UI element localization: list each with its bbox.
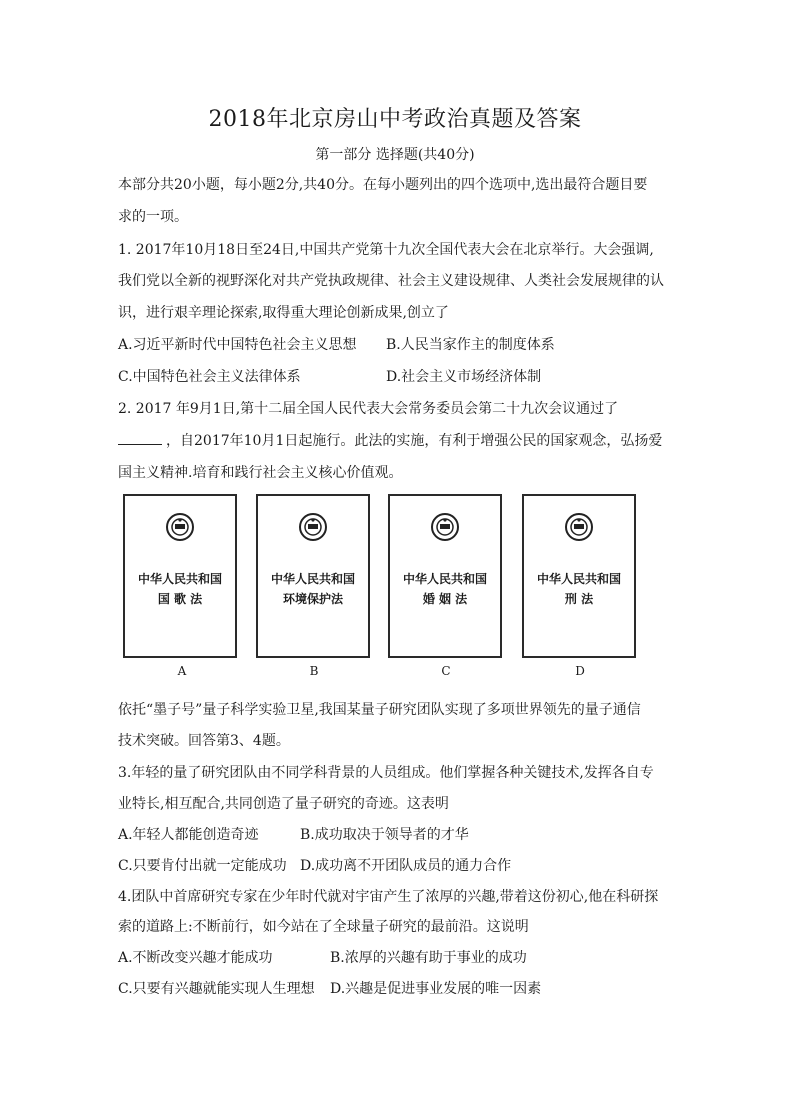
national-emblem-icon <box>298 512 328 542</box>
q2-line-1: 2. 2017 年9月1日,第十二届全国人民代表大会常务委员会第二十九次会议通过了 <box>118 401 619 417</box>
q1-line-3: 识，进行艰辛理论探索,取得重大理论创新成果,创立了 <box>118 305 449 321</box>
book-title-line-1: 中华人民共和国 <box>270 572 355 586</box>
q1-option-b: B.人民当家作主的制度体系 <box>386 337 555 353</box>
book-label-a: A <box>177 664 187 678</box>
q4-option-c: C.只要有兴趣就能实现人生理想 <box>118 981 315 997</box>
q3-line-1: 3.年轻的量了研究团队由不同学科背景的人员组成。他们掌握各种关键技术,发挥各自专 <box>118 765 654 781</box>
q2-line-2-text: ，自2017年10月1日起施行。此法的实施，有利于增强公民的国家观念，弘扬爱 <box>166 433 663 449</box>
book-title-line-2: 婚 姻 法 <box>422 592 468 606</box>
q4-option-b: B.浓厚的兴趣有助于事业的成功 <box>330 950 527 966</box>
book-title-line-1: 中华人民共和国 <box>137 572 222 586</box>
answer-blank <box>118 432 162 445</box>
q1-option-c: C.中国特色社会主义法律体系 <box>118 369 301 385</box>
book-title-line-2: 刑 法 <box>564 592 594 606</box>
passage-line-2: 技术突破。回答第3、4题。 <box>118 733 290 749</box>
q4-line-1: 4.团队中首席研究专家在少年时代就对宇宙产生了浓厚的兴趣,带着这份初心,他在科研探 <box>118 889 659 905</box>
intro-line-1: 本部分共20小题，每小题2分,共40分。在每小题列出的四个选项中,选出最符合题目要 <box>118 177 648 193</box>
law-book-d <box>522 494 636 658</box>
book-label-c: C <box>441 664 451 678</box>
book-label-d: D <box>575 664 585 678</box>
q4-option-a: A.不断改变兴趣才能成功 <box>118 950 273 966</box>
q3-option-a: A.年轻人都能创造奇迹 <box>118 827 259 843</box>
q1-line-2: 我们党以全新的视野深化对共产党执政规律、社会主义建设规律、人类社会发展规律的认 <box>118 273 664 289</box>
q1-option-a: A.习近平新时代中国特色社会主义思想 <box>118 337 357 353</box>
national-emblem-icon <box>165 512 195 542</box>
q4-line-2: 索的道路上:不断前行，如今站在了全球量子研究的最前沿。这说明 <box>118 919 529 935</box>
q2-line-3: 国主义精神.培育和践行社会主义核心价值观。 <box>118 465 403 481</box>
intro-line-2: 求的一项。 <box>118 209 188 225</box>
q3-option-b: B.成功取决于领导者的才华 <box>300 827 469 843</box>
section-heading: 第一部分 选择题(共40分) <box>315 147 475 163</box>
q3-line-2: 业特长,相互配合,共同创造了量子研究的奇迹。这表明 <box>118 796 449 812</box>
q2-line-2 <box>118 430 662 450</box>
law-book-b <box>256 494 370 658</box>
q1-line-1: 1. 2017年10月18日至24日,中国共产党第十九次全国代表大会在北京举行。大会强调, <box>118 242 654 258</box>
law-book-a <box>123 494 237 658</box>
book-title-line-1: 中华人民共和国 <box>402 572 487 586</box>
national-emblem-icon <box>430 512 460 542</box>
q3-option-d: D.成功离不开团队成员的通力合作 <box>300 858 512 874</box>
national-emblem-icon <box>564 512 594 542</box>
q3-option-c: C.只要肯付出就一定能成功 <box>118 858 287 874</box>
q4-option-d: D.兴趣是促进事业发展的唯一因素 <box>330 981 542 997</box>
book-title-line-2: 国 歌 法 <box>157 592 203 606</box>
passage-line-1: 依托“墨子号”量子科学实验卫星,我国某量子研究团队实现了多项世界领先的量子通信 <box>118 702 641 718</box>
q1-option-d: D.社会主义市场经济体制 <box>386 369 542 385</box>
book-title-line-2: 环境保护法 <box>282 592 343 606</box>
book-label-b: B <box>309 664 319 678</box>
law-book-c <box>388 494 502 658</box>
book-title-line-1: 中华人民共和国 <box>536 572 621 586</box>
page-title: 2018年北京房山中考政治真题及答案 <box>208 107 582 132</box>
